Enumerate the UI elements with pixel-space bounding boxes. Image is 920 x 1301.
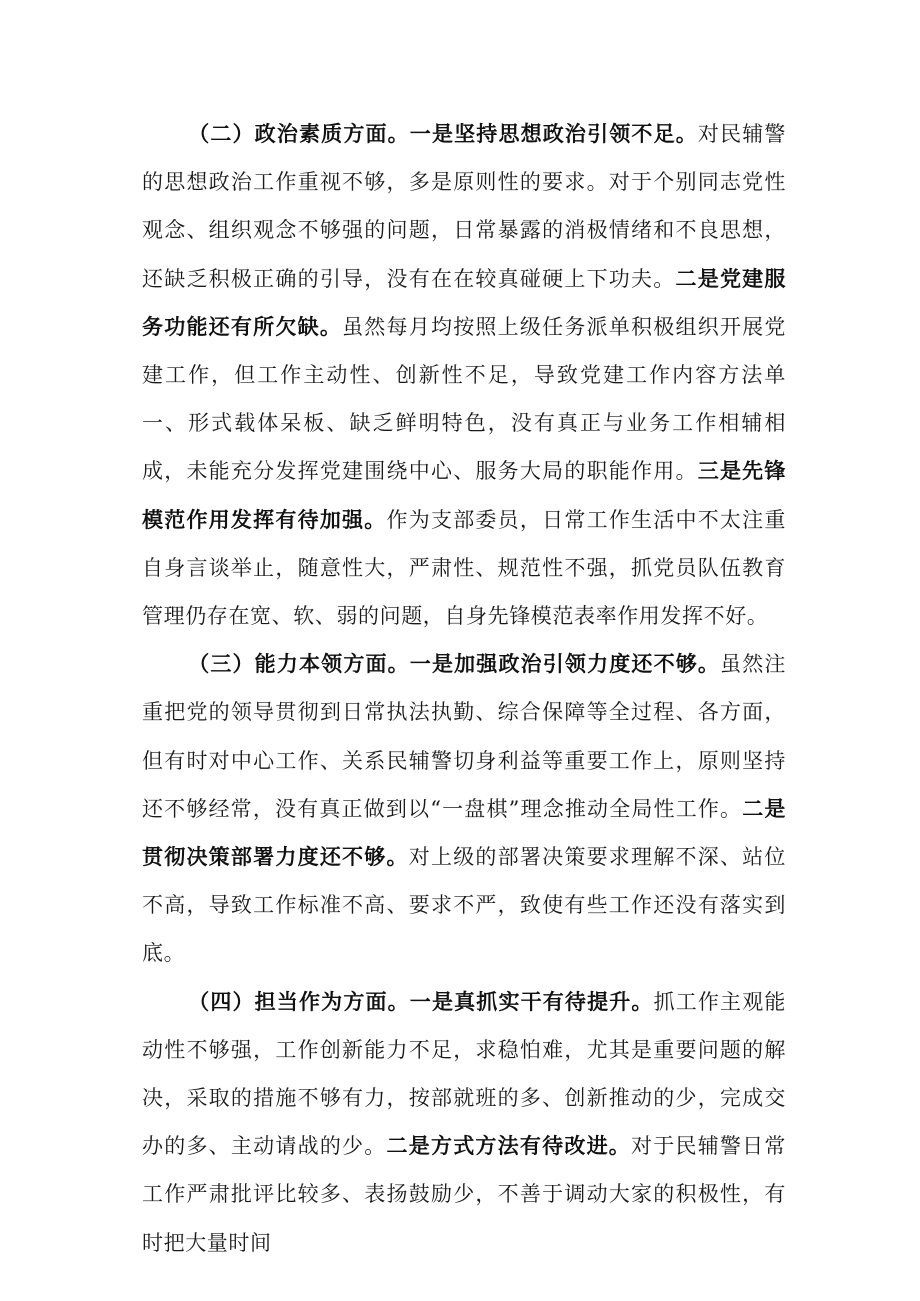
- body-text: 抓工作主观能动性不够强，工作创新能力不足，求稳怕难，尤其是重要问题的解决，采取的措施不够有力，按部就班的多、创新推动的少，完成交办的多、主动请战的少。: [142, 989, 786, 1159]
- heading-ability: （三）能力本领方面。一是加强政治引领力度还不够。: [188, 652, 721, 677]
- body-text: 作为支部委员，日常工作生活中不太注重自身言谈举止，随意性大，严肃性、规范性不强，抓党员队伍教育管理仍存在宽、软、弱的问题，自身先锋模范表率作用发挥不好。: [142, 507, 786, 629]
- subheading-methods: 二是方式方法有待改进。: [386, 1134, 632, 1159]
- subheading-vanguard-role: 三是先锋模范作用发挥有待加强。: [142, 459, 787, 532]
- body-text: 对民辅警的思想政治工作重视不够，多是原则性的要求。对于个别同志党性观念、组织观念不够强的问题，日常暴露的消极情绪和不良思想，还缺乏积极正确的引导，没有在在较真碰硬上下功夫。: [142, 122, 786, 291]
- body-text: 虽然每月均按照上级任务派单积极组织开展党建工作，但工作主动性、创新性不足，导致党建工作内容方法单一、形式载体呆板、缺乏鲜明特色，没有真正与业务工作相辅相成，未能充分发挥党建围绕中心、服务大局的职能作用。: [142, 314, 786, 484]
- paragraph-responsibility: [142, 978, 786, 1267]
- document-body: [142, 110, 786, 1267]
- body-text: 对上级的部署决策要求理解不深、站位不高，导致工作标准不高、要求不严，致使有些工作还没有落实到底。: [142, 845, 787, 966]
- body-text: 虽然注重把党的领导贯彻到日常执法执勤、综合保障等全过程、各方面，但有时对中心工作、关系民辅警切身利益等重要工作上，原则坚持还不够经常，没有真正做到以“一盘棋”理念推动全局性工作。: [142, 652, 786, 821]
- paragraph-political-quality: [142, 110, 786, 640]
- body-text: 对于民辅警日常工作严肃批评比较多、表扬鼓励少，不善于调动大家的积极性，有时把大量时间: [142, 1134, 786, 1255]
- subheading-decision-implementation: 二是贯彻决策部署力度还不够。: [142, 796, 786, 870]
- subheading-party-building: 二是党建服务功能还有所欠缺。: [142, 266, 786, 339]
- heading-responsibility: （四）担当作为方面。一是真抓实干有待提升。: [188, 989, 654, 1014]
- heading-political-quality: （二）政治素质方面。一是坚持思想政治引领不足。: [188, 122, 698, 146]
- paragraph-ability: [142, 640, 786, 977]
